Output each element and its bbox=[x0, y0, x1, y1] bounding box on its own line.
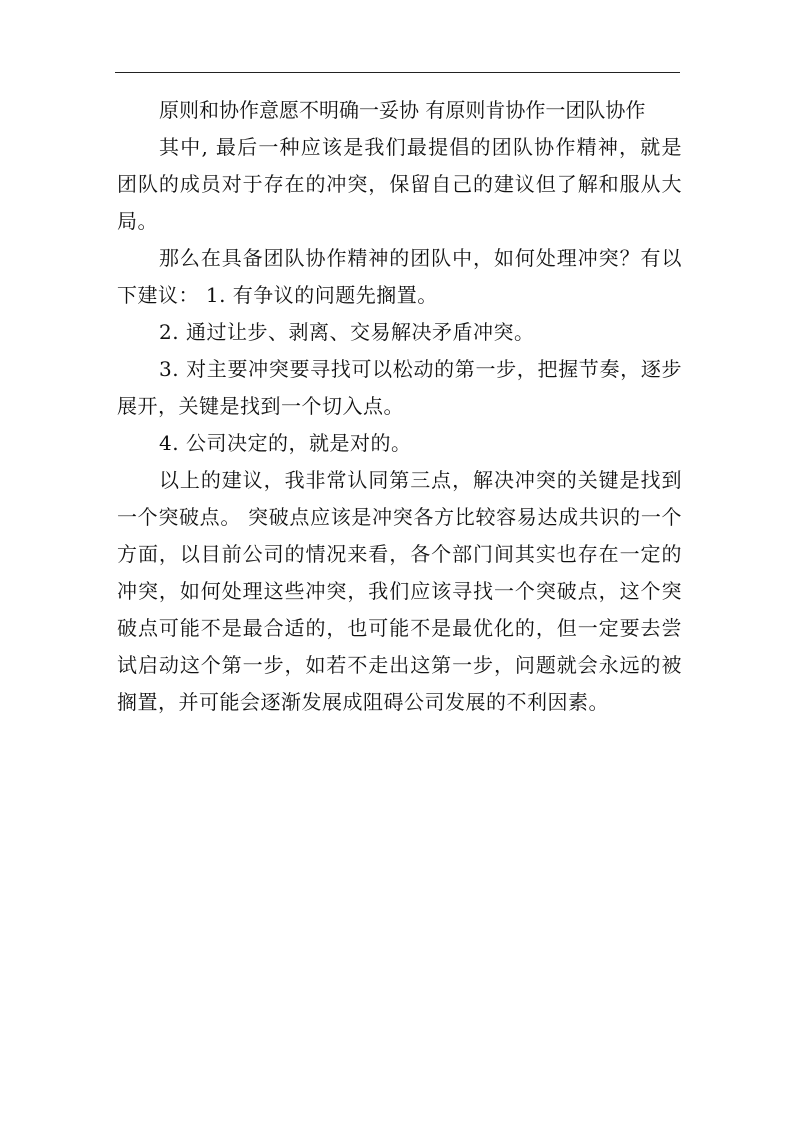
paragraph-5: 3. 对主要冲突要寻找可以松动的第一步，把握节奏，逐步展开，关键是找到一个切入点。 bbox=[117, 357, 682, 418]
paragraph-6: 4. 公司决定的，就是对的。 bbox=[159, 431, 412, 455]
paragraph-3: 那么在具备团队协作精神的团队中，如何处理冲突？有以下建议： 1. 有争议的问题先搁置。 bbox=[117, 246, 682, 307]
header-rule bbox=[115, 72, 680, 73]
paragraph-1: 原则和协作意愿不明确一妥协 有原则肯协作一团队协作 bbox=[159, 98, 646, 122]
paragraph-4: 2. 通过让步、剥离、交易解决矛盾冲突。 bbox=[159, 320, 535, 344]
document-body bbox=[117, 92, 682, 721]
paragraph-2: 其中, 最后一种应该是我们最提倡的团队协作精神，就是团队的成员对于存在的冲突，保留自己的建议但了解和服从大局。 bbox=[117, 135, 682, 233]
paragraph-7: 以上的建议，我非常认同第三点，解决冲突的关键是找到一个突破点。 突破点应该是冲突各方比较容易达成共识的一个方面，以目前公司的情况来看，各个部门间其实也存在一定的冲突，如何处理这些冲突，我们应该寻找一个突破点，这个突破点可能不是最合适的，也可能不是最优化的，但一定要去尝试启动这个第一步，如若不走出这第一步，问题就会永远的被搁置，并可能会逐渐发展成阻碍公司发展的不利因素。 bbox=[117, 468, 682, 714]
